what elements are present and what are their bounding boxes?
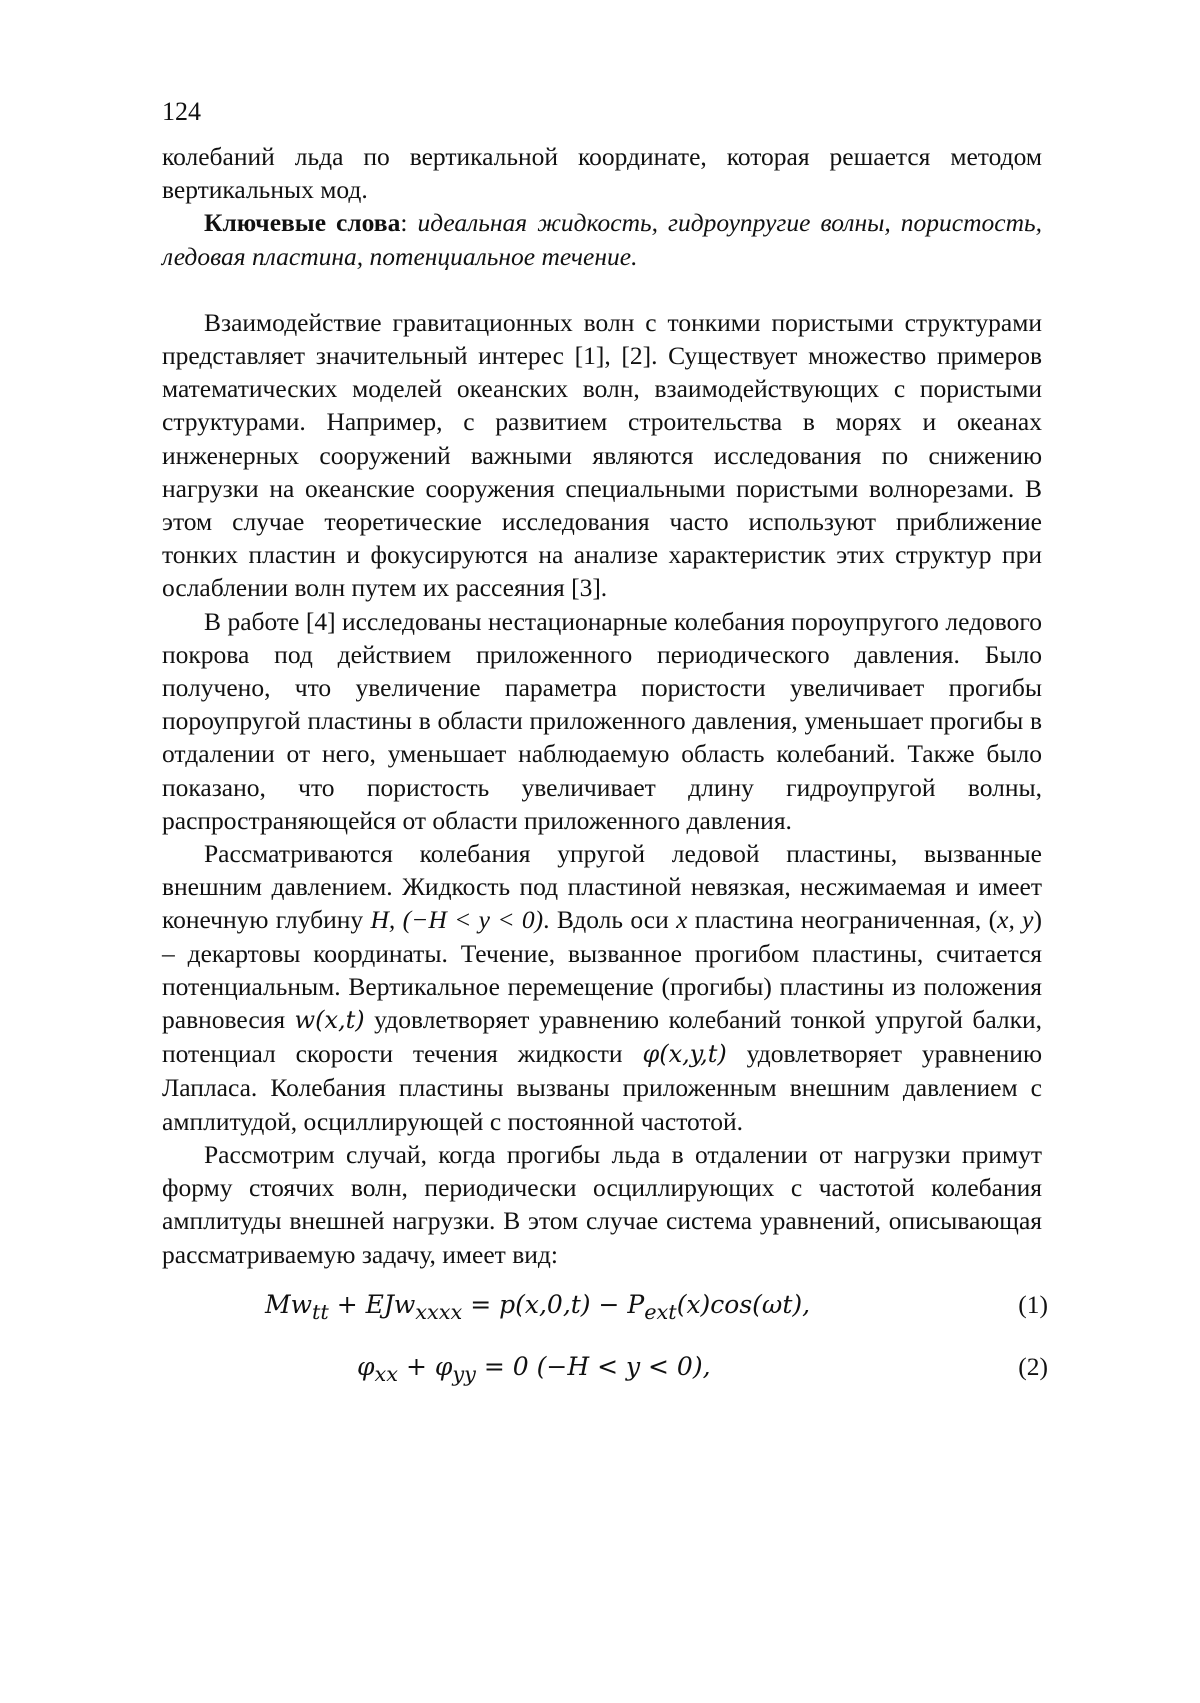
keywords xyxy=(162,206,1042,272)
eq-part: + φ xyxy=(398,1351,453,1381)
eq-part: + EJw xyxy=(328,1289,416,1319)
math-x-axis: x xyxy=(676,905,688,935)
keywords-separator: : xyxy=(400,208,408,238)
text-segment: пластина неограниченная, ( xyxy=(687,905,998,935)
text-segment: удовлетворяет уравнению колебаний тонкой упругой балки, потенциал скорости течения жидкости xyxy=(162,1005,1042,1069)
text-segment: . Вдоль оси xyxy=(543,905,677,935)
eq-part: (x)cos(ωt), xyxy=(676,1289,811,1319)
paragraph-system-intro: Рассмотрим случай, когда прогибы льда в отдалении от нагрузки примут форму стоячих волн, периодически осциллирующих с частотой колебания амплитуды внешней нагрузки. В этом случае система уравнений, описывающая рассматриваемую задачу, имеет вид: xyxy=(162,1139,1042,1269)
equation-2-number: (2) xyxy=(1018,1351,1048,1381)
equation-1 xyxy=(162,1279,1048,1331)
keywords-label: Ключевые слова xyxy=(204,208,401,238)
eq-part: φ xyxy=(357,1351,375,1381)
math-potential: φ(x,y,t) xyxy=(642,1040,727,1069)
keywords-list: идеальная жидкость, гидроупругие волны, пористость, ледовая пластина, потенциальное течение. xyxy=(162,208,1042,271)
paragraph-problem-statement xyxy=(162,837,1042,1138)
paragraph-previous-work: В работе [4] исследованы нестационарные колебания пороупругого ледового покрова под действием приложенного периодического давления. Было получено, что увеличение параметра пористости увеличивает прогибы пороупругой пластины в области приложенного давления, уменьшает прогибы в отдалении от него, уменьшает наблюдаемую область колебаний. Также было показано, что пористость увеличивает длину гидроупругой волны, распространяющейся от области приложенного давления. xyxy=(162,606,1042,835)
equation-2-formula xyxy=(357,1341,711,1400)
eq-part: Mw xyxy=(265,1289,312,1319)
eq-part: = 0 (−H < y < 0), xyxy=(475,1351,711,1381)
math-deflection: w(x,t) xyxy=(294,1006,365,1035)
intro-continuation: колебаний льда по вертикальной координате, которая решается методом вертикальных мод. xyxy=(162,142,1042,205)
eq-subscript: yy xyxy=(452,1361,476,1386)
equation-2 xyxy=(162,1341,1048,1393)
equation-1-formula xyxy=(265,1279,810,1338)
paragraph-porous-structures: Взаимодействие гравитационных волн с тонкими пористыми структурами представляет значительный интерес [1], [2]. Существует множество примеров математических моделей океанских волн, взаимодействующих с пористыми структурами. Например, с развитием строительства в морях и океанах инженерных сооружений важными являются исследования по снижению нагрузки на океанские сооружения специальными пористыми волнорезами. В этом случае теоретические исследования часто используют приближение тонких пластин и фокусируются на анализе характеристик этих структур при ослаблении волн путем их рассеяния [3]. xyxy=(162,307,1042,603)
page-number: 124 xyxy=(162,97,201,126)
eq-subscript: xx xyxy=(374,1361,399,1386)
eq-subscript: tt xyxy=(312,1299,329,1324)
document-page xyxy=(162,96,1048,1393)
math-coordinates: x, y xyxy=(997,905,1034,935)
text-segment: ) – декартовы координаты. Течение, вызванное прогибом пластины, считается потенциальным. Вертикальное перемещение (прогибы) пластины из положения равновесия xyxy=(162,905,1042,1035)
eq-subscript: xxxx xyxy=(415,1299,463,1324)
text-segment: удовлетворяет уравнению Лапласа. Колебания пластины вызваны приложенным внешним давлением с амплитудой, осциллирующей с постоянной частотой. xyxy=(162,1039,1043,1136)
eq-subscript: ext xyxy=(644,1299,677,1324)
equation-1-number: (1) xyxy=(1018,1289,1048,1319)
eq-part: = p(x,0,t) − P xyxy=(462,1289,645,1319)
text-segment: Рассматриваются колебания упругой ледовой пластины, вызванные внешним давлением. Жидкость под пластиной невязкая, несжимаемая и имеет конечную глубину xyxy=(162,839,1042,935)
math-depth: H, (−H < y < 0) xyxy=(370,905,544,935)
